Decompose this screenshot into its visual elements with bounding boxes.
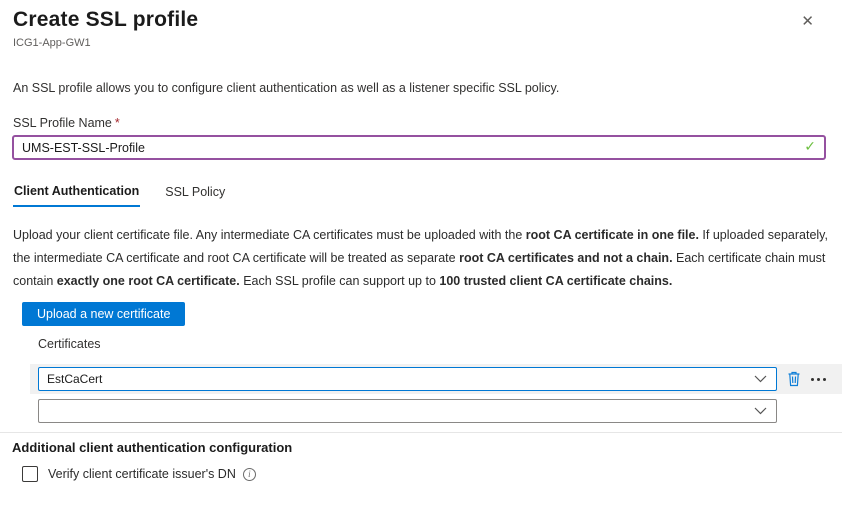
chevron-down-icon	[754, 372, 767, 386]
page-title: Create SSL profile	[13, 8, 199, 31]
verify-issuer-dn-checkbox[interactable]	[22, 466, 38, 482]
dialog-header	[0, 0, 842, 49]
verify-issuer-dn-label: Verify client certificate issuer's DN	[48, 467, 236, 481]
certificate-row	[30, 364, 842, 394]
certificate-dropdown-1-value: EstCaCert	[47, 372, 103, 386]
section-divider	[0, 432, 842, 433]
client-auth-description: Upload your client certificate file. Any intermediate CA certificates must be uploaded with the root CA certificate in one file. If uploaded separately, the intermediate CA certificate and root CA certificate will be treated as separate root CA certificates and not a chain. Each certificate chain must contain exactly one root CA certificate. Each SSL profile can support up to 100 trusted client CA certificate chains.	[13, 228, 828, 288]
info-icon[interactable]: i	[243, 468, 256, 481]
profile-name-field-wrap	[12, 135, 826, 160]
profile-name-label: SSL Profile Name *	[13, 116, 120, 130]
resource-name-subtitle: ICG1-App-GW1	[13, 37, 91, 49]
valid-check-icon: ✓	[804, 139, 816, 155]
chevron-down-icon	[754, 404, 767, 418]
tab-client-authentication[interactable]: Client Authentication	[13, 184, 140, 207]
required-asterisk: *	[114, 116, 120, 130]
certificates-label: Certificates	[38, 337, 101, 351]
intro-text: An SSL profile allows you to configure client authentication as well as a listener specific SSL policy.	[13, 81, 560, 95]
additional-config-heading: Additional client authentication configuration	[12, 440, 293, 455]
tab-ssl-policy[interactable]: SSL Policy	[164, 184, 226, 207]
certificate-dropdown-1[interactable]	[38, 367, 777, 391]
verify-issuer-dn-row	[22, 466, 842, 482]
certificate-dropdown-2[interactable]	[38, 399, 777, 423]
delete-certificate-icon[interactable]	[785, 369, 803, 389]
close-icon[interactable]: ✕	[795, 10, 820, 33]
more-options-icon[interactable]	[809, 376, 828, 383]
profile-name-input[interactable]	[12, 135, 826, 160]
tab-bar	[13, 184, 842, 207]
upload-certificate-button[interactable]: Upload a new certificate	[22, 302, 185, 326]
